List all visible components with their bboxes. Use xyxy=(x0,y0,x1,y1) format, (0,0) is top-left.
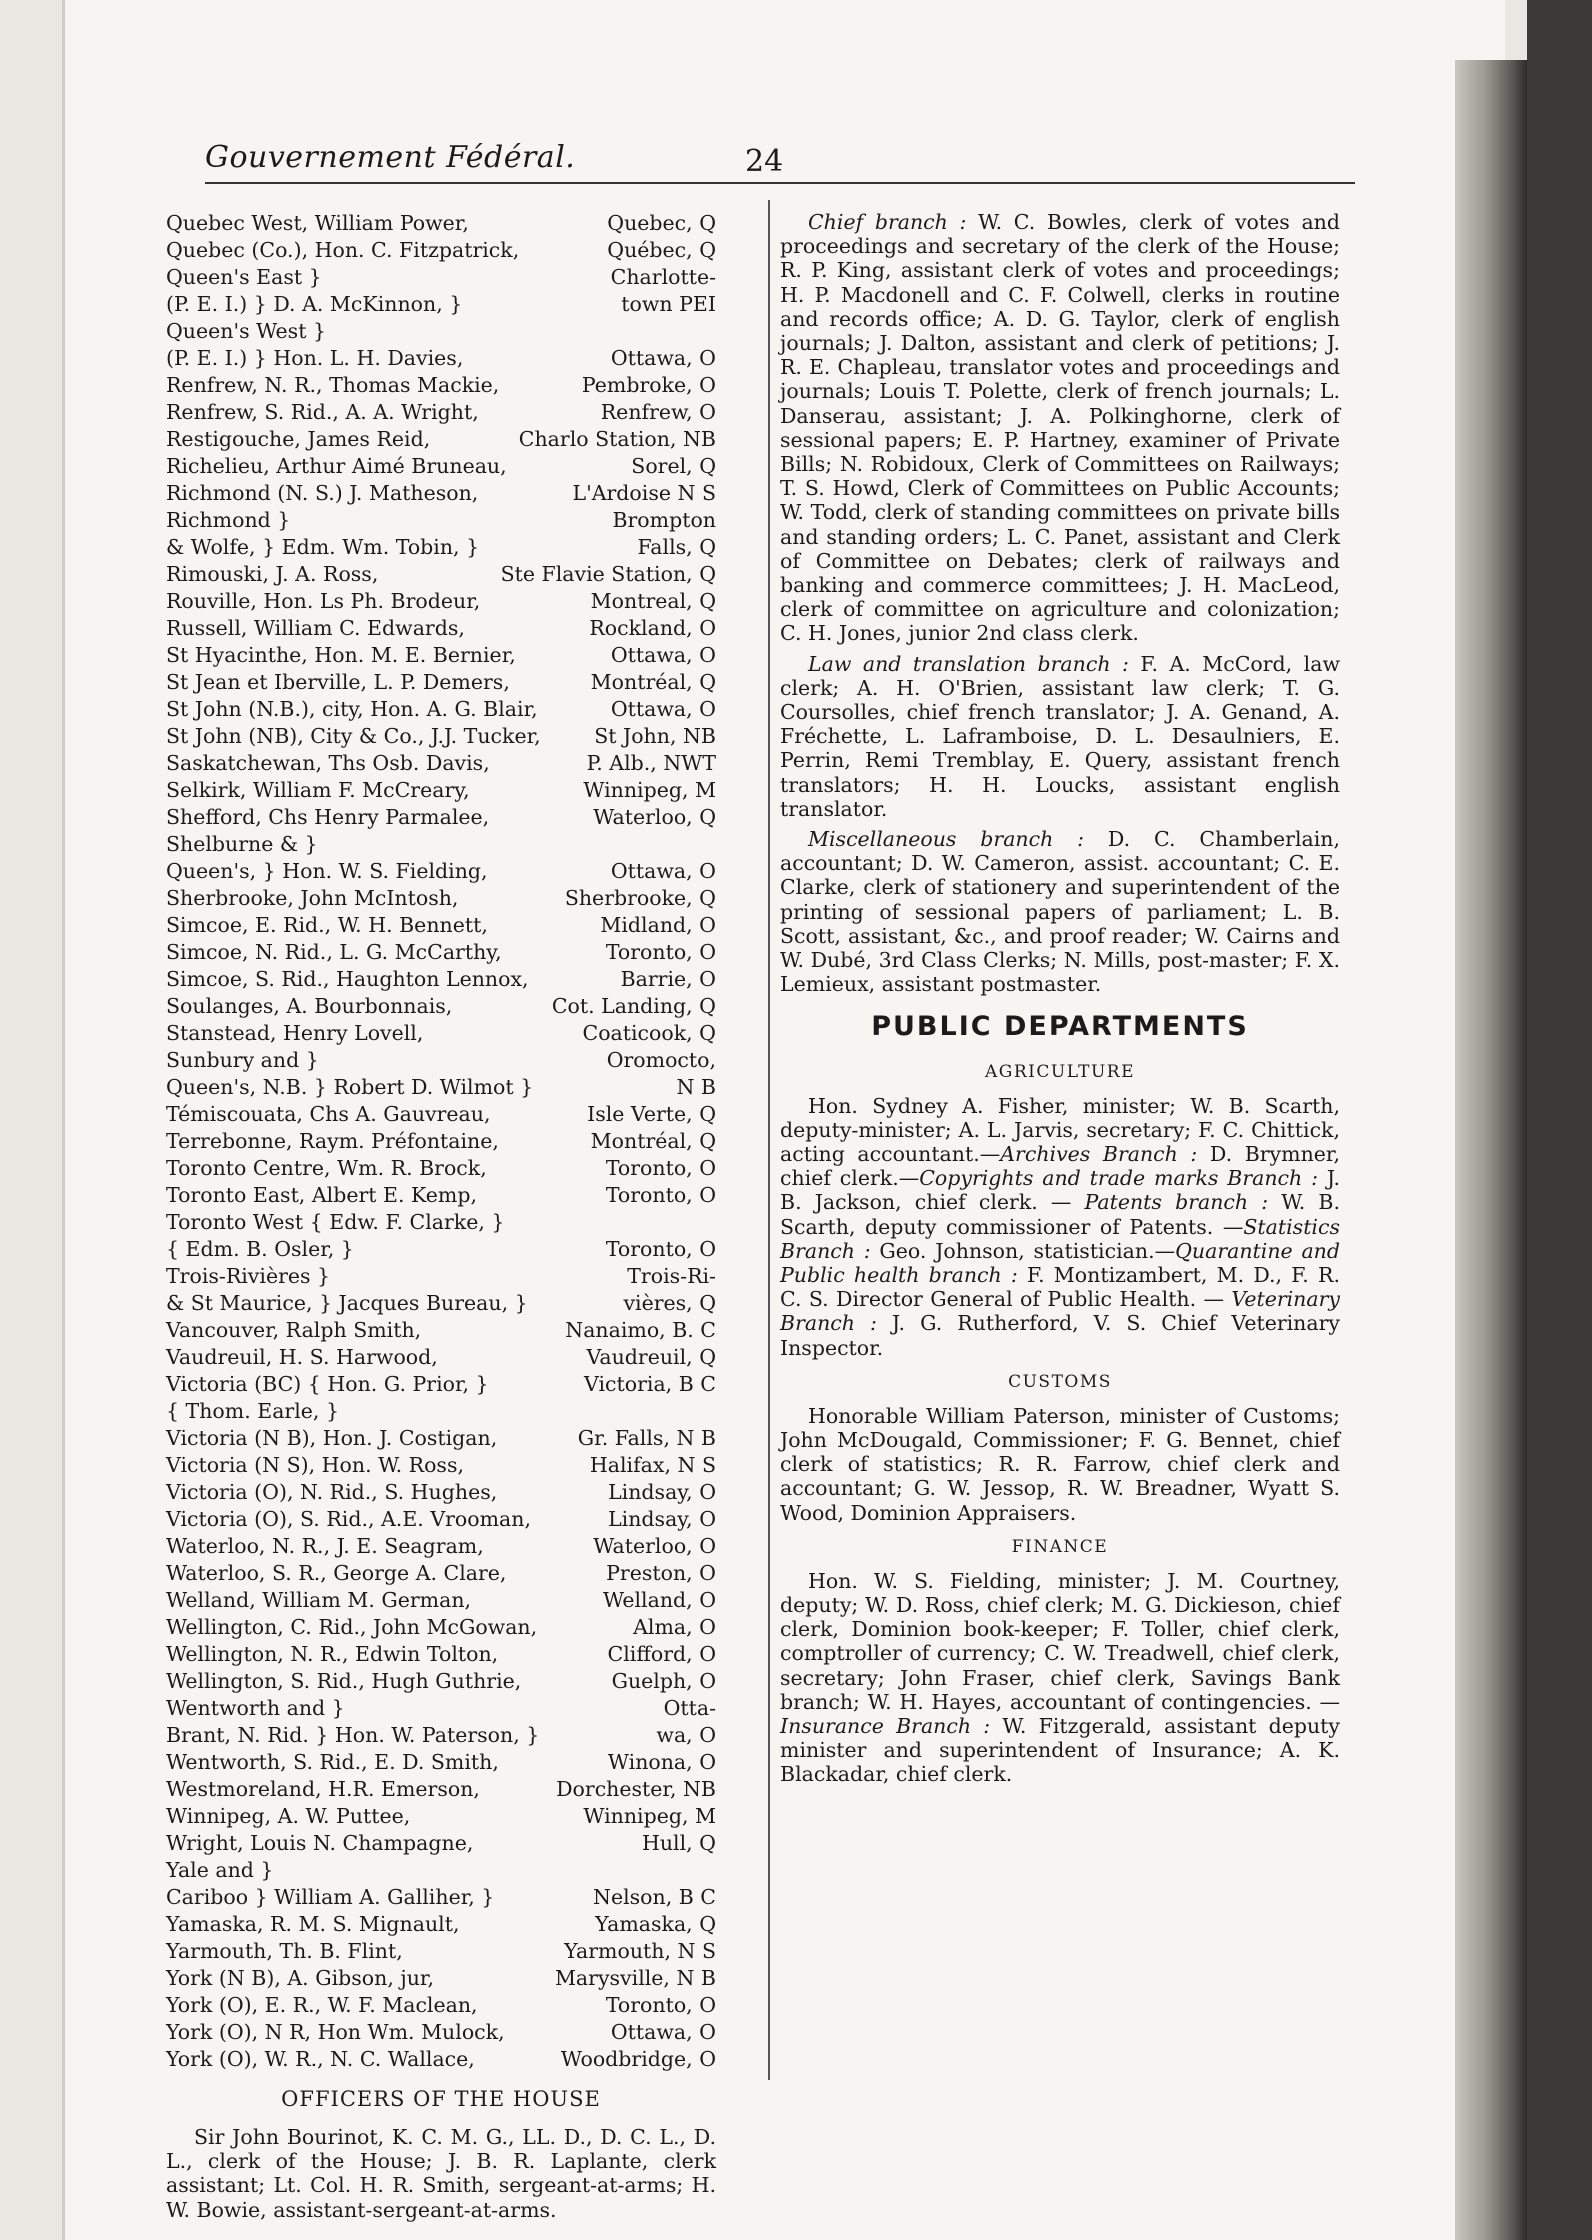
riding-member: Wellington, N. R., Edwin Tolton, xyxy=(166,1642,499,1666)
riding-member: Rimouski, J. A. Ross, xyxy=(166,562,379,586)
riding-address: Welland, O xyxy=(602,1588,716,1612)
running-header xyxy=(140,130,1340,190)
riding-address: Toronto, O xyxy=(605,940,716,964)
riding-row xyxy=(166,1830,716,1857)
riding-address: Midland, O xyxy=(600,913,716,937)
misc-branch-label: Miscellaneous branch : xyxy=(808,827,1085,852)
riding-row xyxy=(166,1776,716,1803)
riding-row xyxy=(166,561,716,588)
riding-row xyxy=(166,669,716,696)
riding-member: Toronto West { Edw. F. Clarke, } xyxy=(166,1210,505,1234)
riding-address: Vaudreuil, Q xyxy=(586,1345,716,1369)
riding-address: Coaticook, Q xyxy=(582,1021,716,1045)
law-branch-label: Law and translation branch : xyxy=(808,651,1129,676)
riding-member: Victoria (O), S. Rid., A.E. Vrooman, xyxy=(166,1507,531,1531)
customs-paragraph: Honorable William Paterson, minister of Customs; John McDougald, Commissioner; F. G. Bennet, chief clerk of statistics; R. R. Farrow, chief clerk and accountant; G. W. Jessop, R. W. Breadner, Wyatt S. Wood, Dominion Appraisers. xyxy=(780,1403,1340,1525)
riding-member: St John (N.B.), city, Hon. A. G. Blair, xyxy=(166,697,538,721)
riding-member: Rouville, Hon. Ls Ph. Brodeur, xyxy=(166,589,481,613)
law-branch-paragraph xyxy=(780,652,1340,821)
riding-member: York (O), N R, Hon Wm. Mulock, xyxy=(166,2020,505,2044)
riding-address: Woodbridge, O xyxy=(560,2047,716,2071)
riding-member: Terrebonne, Raym. Préfontaine, xyxy=(166,1129,499,1153)
riding-address: Yarmouth, N S xyxy=(564,1939,716,1963)
riding-row xyxy=(166,1587,716,1614)
riding-address: town PEI xyxy=(621,292,716,316)
riding-address: Montréal, Q xyxy=(590,1129,716,1153)
finance-text-2: W. Fitzgerald, assistant deputy minister and superintendent of Insurance; A. K. Blackadar, chief clerk. xyxy=(780,1713,1340,1787)
riding-row xyxy=(166,588,716,615)
riding-row xyxy=(166,426,716,453)
quarantine-branch-label: Quarantine and Public health branch : xyxy=(780,1238,1340,1287)
riding-address: Toronto, O xyxy=(605,1183,716,1207)
riding-member: Yale and } xyxy=(166,1858,274,1882)
riding-member: Queen's East } xyxy=(166,265,322,289)
riding-row xyxy=(166,2019,716,2046)
riding-address: Preston, O xyxy=(606,1561,716,1585)
chief-branch-paragraph xyxy=(780,210,1340,646)
riding-member: Waterloo, S. R., George A. Clare, xyxy=(166,1561,507,1585)
riding-member: Yamaska, R. M. S. Mignault, xyxy=(166,1912,460,1936)
riding-member: Vaudreuil, H. S. Harwood, xyxy=(166,1345,438,1369)
riding-address: Toronto, O xyxy=(605,1237,716,1261)
riding-row xyxy=(166,480,716,507)
riding-row xyxy=(166,750,716,777)
riding-address: Québec, Q xyxy=(607,238,716,262)
right-column xyxy=(780,210,1340,1793)
riding-member: York (N B), A. Gibson, jur, xyxy=(166,1966,434,1990)
riding-row xyxy=(166,885,716,912)
riding-member: & Wolfe, } Edm. Wm. Tobin, } xyxy=(166,535,480,559)
finance-text-1: Hon. W. S. Fielding, minister; J. M. Courtney, deputy; W. D. Ross, chief clerk; M. G. Dickieson, chief clerk, Dominion book-keeper; F. Toller, chief clerk, comptroller of currency; C. W. Treadwell, chief clerk, secretary; John Fraser, chief clerk, Savings Bank branch; W. H. Hayes, accountant of contingencies. — xyxy=(780,1568,1340,1714)
riding-row xyxy=(166,642,716,669)
agriculture-text-1: Hon. Sydney A. Fisher, minister; W. B. Scarth, deputy-minister; A. L. Jarvis, secretary; F. C. Chittick, acting accountant.— xyxy=(780,1093,1340,1166)
riding-row xyxy=(166,1398,716,1425)
riding-address: Otta- xyxy=(663,1696,716,1720)
riding-member: Yarmouth, Th. B. Flint, xyxy=(166,1939,403,1963)
riding-address: Brompton xyxy=(612,508,716,532)
riding-member: Richmond } xyxy=(166,508,291,532)
riding-address: Sherbrooke, Q xyxy=(564,886,716,910)
riding-address: Toronto, O xyxy=(605,1993,716,2017)
riding-address: Gr. Falls, N B xyxy=(577,1426,716,1450)
riding-address: P. Alb., NWT xyxy=(586,751,716,775)
riding-address: Rockland, O xyxy=(589,616,716,640)
agriculture-text-2: D. Brymner, chief clerk.— xyxy=(780,1141,1340,1191)
column-divider xyxy=(768,200,770,2080)
misc-branch-paragraph xyxy=(780,827,1340,996)
agriculture-text-4: W. B. Scarth, deputy commissioner of Patents. — xyxy=(780,1190,1340,1239)
riding-member: St Jean et Iberville, L. P. Demers, xyxy=(166,670,510,694)
book-edge-strip xyxy=(1527,0,1592,2240)
riding-row xyxy=(166,372,716,399)
riding-row xyxy=(166,1155,716,1182)
riding-address: N B xyxy=(676,1075,716,1099)
riding-member: Victoria (O), N. Rid., S. Hughes, xyxy=(166,1480,498,1504)
riding-address: L'Ardoise N S xyxy=(572,481,716,505)
riding-row xyxy=(166,1344,716,1371)
riding-row xyxy=(166,1560,716,1587)
riding-address: Winnipeg, M xyxy=(583,1804,716,1828)
riding-row xyxy=(166,1128,716,1155)
agriculture-text-6: F. Montizambert, M. D., F. R. C. S. Director General of Public Health. — xyxy=(780,1262,1340,1312)
riding-member: Brant, N. Rid. } Hon. W. Paterson, } xyxy=(166,1723,540,1747)
header-rule xyxy=(205,182,1355,184)
riding-address: Montréal, Q xyxy=(590,670,716,694)
insurance-branch-label: Insurance Branch : xyxy=(780,1713,991,1738)
riding-row xyxy=(166,1182,716,1209)
riding-row xyxy=(166,696,716,723)
left-column xyxy=(166,210,716,2222)
riding-address: Dorchester, NB xyxy=(556,1777,716,1801)
riding-row xyxy=(166,1020,716,1047)
riding-address: Montreal, Q xyxy=(590,589,716,613)
riding-row xyxy=(166,1641,716,1668)
riding-address: Cot. Landing, Q xyxy=(551,994,716,1018)
riding-member: Shelburne & } xyxy=(166,832,318,856)
copyrights-branch-label: Copyrights and trade marks Branch : xyxy=(919,1166,1318,1191)
riding-member: Wellington, S. Rid., Hugh Guthrie, xyxy=(166,1669,522,1693)
riding-member: Renfrew, N. R., Thomas Mackie, xyxy=(166,373,500,397)
riding-address: Hull, Q xyxy=(641,1831,716,1855)
riding-row xyxy=(166,1479,716,1506)
riding-member: Russell, William C. Edwards, xyxy=(166,616,465,640)
riding-member: Renfrew, S. Rid., A. A. Wright, xyxy=(166,400,479,424)
riding-address: Ottawa, O xyxy=(610,697,716,721)
riding-address: Nanaimo, B. C xyxy=(565,1318,716,1342)
riding-member: Victoria (BC) { Hon. G. Prior, } xyxy=(166,1372,489,1396)
riding-member: Toronto East, Albert E. Kemp, xyxy=(166,1183,477,1207)
riding-row xyxy=(166,1209,716,1236)
riding-member: Sunbury and } xyxy=(166,1048,319,1072)
riding-row xyxy=(166,453,716,480)
riding-member: { Edm. B. Osler, } xyxy=(166,1237,354,1261)
riding-row xyxy=(166,1263,716,1290)
riding-address: Quebec, Q xyxy=(607,211,716,235)
riding-member: Témiscouata, Chs A. Gauvreau, xyxy=(166,1102,491,1126)
riding-row xyxy=(166,1452,716,1479)
riding-address: Charlo Station, NB xyxy=(518,427,716,451)
riding-address: Ottawa, O xyxy=(610,643,716,667)
riding-row xyxy=(166,318,716,345)
riding-row xyxy=(166,237,716,264)
riding-row xyxy=(166,912,716,939)
riding-row xyxy=(166,1074,716,1101)
riding-member: Simcoe, S. Rid., Haughton Lennox, xyxy=(166,967,529,991)
riding-address: Sorel, Q xyxy=(631,454,716,478)
riding-row xyxy=(166,1236,716,1263)
riding-row xyxy=(166,1695,716,1722)
agriculture-text-7: J. G. Rutherford, V. S. Chief Veterinary Inspector. xyxy=(780,1311,1340,1360)
finance-heading: FINANCE xyxy=(1011,1536,1109,1557)
riding-member: Stanstead, Henry Lovell, xyxy=(166,1021,424,1045)
riding-member: Queen's, N.B. } Robert D. Wilmot } xyxy=(166,1075,534,1099)
riding-address: Winona, O xyxy=(607,1750,716,1774)
riding-member: Simcoe, E. Rid., W. H. Bennett, xyxy=(166,913,488,937)
book-edge-shadow xyxy=(1455,60,1527,2240)
riding-address: Winnipeg, M xyxy=(583,778,716,802)
riding-member: { Thom. Earle, } xyxy=(166,1399,339,1423)
riding-row xyxy=(166,1506,716,1533)
riding-row xyxy=(166,2046,716,2073)
finance-paragraph xyxy=(780,1569,1340,1787)
riding-member: Shefford, Chs Henry Parmalee, xyxy=(166,805,490,829)
riding-row xyxy=(166,858,716,885)
riding-row xyxy=(166,831,716,858)
riding-row xyxy=(166,1938,716,1965)
riding-row xyxy=(166,1668,716,1695)
riding-member: Toronto Centre, Wm. R. Brock, xyxy=(166,1156,487,1180)
riding-address: Marysville, N B xyxy=(554,1966,716,1990)
riding-row xyxy=(166,210,716,237)
archives-branch-label: Archives Branch : xyxy=(1000,1141,1198,1166)
riding-row xyxy=(166,1101,716,1128)
riding-member: Wentworth and } xyxy=(166,1696,345,1720)
riding-member: Wentworth, S. Rid., E. D. Smith, xyxy=(166,1750,499,1774)
riding-row xyxy=(166,507,716,534)
riding-member: Quebec (Co.), Hon. C. Fitzpatrick, xyxy=(166,238,520,262)
chief-branch-text: W. C. Bowles, clerk of votes and proceedings and secretary of the clerk of the House; R. P. King, assistant clerk of votes and proceedings; H. P. Macdonell and C. F. Colwell, clerks in routine and records office; A. D. G. Taylor, clerk of english journals; J. Dalton, assistant and clerk of petitions; J. R. E. Chapleau, translator votes and proceedings and journals; Louis T. Polette, clerk of french journals; L. Danserau, assistant; J. A. Polkinghorne, clerk of sessional papers; E. P. Hartney, examiner of Private Bills; N. Robidoux, Clerk of Committees on Railways; T. S. Howd, Clerk of Committees on Public Accounts; W. Todd, clerk of standing committees on private bills and standing orders; L. C. Panet, assistant and Clerk of Committee on Debates; clerk of railways and banking and commerce committees; J. H. MacLeod, clerk of committee on agriculture and colonization; C. H. Jones, junior 2nd class clerk. xyxy=(780,210,1340,646)
riding-address: Ste Flavie Station, Q xyxy=(500,562,716,586)
riding-row xyxy=(166,1425,716,1452)
riding-member: Restigouche, James Reid, xyxy=(166,427,431,451)
riding-address: Trois-Ri- xyxy=(627,1264,716,1288)
riding-row xyxy=(166,264,716,291)
officers-paragraph: Sir John Bourinot, K. C. M. G., LL. D., D. C. L., D. L., clerk of the House; J. B. R. Laplante, clerk assistant; Lt. Col. H. R. Smith, sergeant-at-arms; H. W. Bowie, assistant-sergeant-at-arms. xyxy=(166,2125,716,2222)
riding-address: Lindsay, O xyxy=(608,1480,716,1504)
riding-member: Richelieu, Arthur Aimé Bruneau, xyxy=(166,454,507,478)
riding-address: Oromocto, xyxy=(606,1048,716,1072)
officers-heading: OFFICERS OF THE HOUSE xyxy=(281,2087,601,2111)
riding-row xyxy=(166,1749,716,1776)
riding-member: York (O), W. R., N. C. Wallace, xyxy=(166,2047,475,2071)
riding-row xyxy=(166,966,716,993)
riding-member: St Hyacinthe, Hon. M. E. Bernier, xyxy=(166,643,516,667)
riding-row xyxy=(166,1884,716,1911)
riding-address: Charlotte- xyxy=(610,265,716,289)
riding-address: Pembroke, O xyxy=(581,373,716,397)
riding-row xyxy=(166,534,716,561)
riding-address: Halifax, N S xyxy=(589,1453,716,1477)
riding-member: (P. E. I.) } D. A. McKinnon, } xyxy=(166,292,463,316)
riding-member: Queen's West } xyxy=(166,319,326,343)
riding-row xyxy=(166,345,716,372)
riding-row xyxy=(166,1911,716,1938)
riding-address: Alma, O xyxy=(633,1615,716,1639)
riding-row xyxy=(166,804,716,831)
customs-heading: CUSTOMS xyxy=(1008,1371,1112,1392)
riding-row xyxy=(166,1290,716,1317)
riding-address: Renfrew, O xyxy=(600,400,716,424)
running-title: Gouvernement Fédéral. xyxy=(205,140,576,175)
riding-member: Simcoe, N. Rid., L. G. McCarthy, xyxy=(166,940,502,964)
riding-member: Waterloo, N. R., J. E. Seagram, xyxy=(166,1534,484,1558)
riding-address: Guelph, O xyxy=(611,1669,716,1693)
law-branch-text: F. A. McCord, law clerk; A. H. O'Brien, assistant law clerk; T. G. Coursolles, chief french translator; J. A. Genand, A. Fréchette, L. Laframboise, D. L. Desaulniers, E. Perrin, Remi Tremblay, E. Query, assistant french translators; H. H. Loucks, assistant english translator. xyxy=(780,651,1340,821)
riding-member: Wright, Louis N. Champagne, xyxy=(166,1831,474,1855)
riding-row xyxy=(166,723,716,750)
riding-row xyxy=(166,1371,716,1398)
riding-address: Clifford, O xyxy=(607,1642,716,1666)
riding-member: Quebec West, William Power, xyxy=(166,211,469,235)
chief-branch-label: Chief branch : xyxy=(808,210,967,234)
riding-row xyxy=(166,1722,716,1749)
agriculture-text-3: J. B. Jackson, chief clerk. — xyxy=(780,1166,1340,1215)
riding-address: Victoria, B C xyxy=(584,1372,716,1396)
page-number: 24 xyxy=(745,144,784,179)
riding-address: wa, O xyxy=(656,1723,716,1747)
riding-member: Trois-Rivières } xyxy=(166,1264,331,1288)
veterinary-branch-label: Veterinary Branch : xyxy=(780,1287,1340,1336)
ridings-list xyxy=(166,210,716,2073)
riding-member: Vancouver, Ralph Smith, xyxy=(166,1318,422,1342)
riding-address: Toronto, O xyxy=(605,1156,716,1180)
riding-member: York (O), E. R., W. F. Maclean, xyxy=(166,1993,478,2017)
riding-address: Ottawa, O xyxy=(610,859,716,883)
riding-row xyxy=(166,1533,716,1560)
agriculture-heading: AGRICULTURE xyxy=(985,1061,1135,1082)
riding-member: Wellington, C. Rid., John McGowan, xyxy=(166,1615,538,1639)
riding-row xyxy=(166,1803,716,1830)
public-departments-heading: PUBLIC DEPARTMENTS xyxy=(871,1010,1249,1042)
riding-member: St John (NB), City & Co., J.J. Tucker, xyxy=(166,724,541,748)
riding-address: Falls, Q xyxy=(637,535,716,559)
riding-row xyxy=(166,939,716,966)
riding-address: vières, Q xyxy=(623,1291,716,1315)
riding-row xyxy=(166,1965,716,1992)
riding-row xyxy=(166,615,716,642)
riding-address: Isle Verte, Q xyxy=(587,1102,716,1126)
agriculture-paragraph xyxy=(780,1094,1340,1360)
riding-member: Welland, William M. German, xyxy=(166,1588,472,1612)
riding-row xyxy=(166,1992,716,2019)
patents-branch-label: Patents branch : xyxy=(1084,1190,1269,1215)
statistics-branch-label: Statistics Branch : xyxy=(780,1214,1340,1263)
riding-row xyxy=(166,1857,716,1884)
riding-address: Yamaska, Q xyxy=(595,1912,716,1936)
riding-member: Sherbrooke, John McIntosh, xyxy=(166,886,459,910)
riding-address: Lindsay, O xyxy=(608,1507,716,1531)
riding-row xyxy=(166,993,716,1020)
riding-row xyxy=(166,399,716,426)
riding-row xyxy=(166,1317,716,1344)
riding-member: Saskatchewan, Ths Osb. Davis, xyxy=(166,751,490,775)
riding-member: Selkirk, William F. McCreary, xyxy=(166,778,470,802)
agriculture-text-5: Geo. Johnson, statistician.— xyxy=(870,1238,1176,1263)
riding-member: Queen's, } Hon. W. S. Fielding, xyxy=(166,859,488,883)
riding-member: Victoria (N B), Hon. J. Costigan, xyxy=(166,1426,498,1450)
riding-member: (P. E. I.) } Hon. L. H. Davies, xyxy=(166,346,464,370)
riding-member: Winnipeg, A. W. Puttee, xyxy=(166,1804,411,1828)
riding-member: & St Maurice, } Jacques Bureau, } xyxy=(166,1291,528,1315)
riding-address: Barrie, O xyxy=(620,967,716,991)
riding-member: Richmond (N. S.) J. Matheson, xyxy=(166,481,479,505)
riding-row xyxy=(166,777,716,804)
riding-address: Nelson, B C xyxy=(593,1885,716,1909)
riding-address: Ottawa, O xyxy=(610,2020,716,2044)
riding-address: St John, NB xyxy=(594,724,716,748)
misc-branch-text: D. C. Chamberlain, accountant; D. W. Cameron, assist. accountant; C. E. Clarke, clerk of stationery and superintendent of the printing of sessional papers of parliament; L. B. Scott, assistant, &c., and proof reader; W. Cairns and W. Dubé, 3rd Class Clerks; N. Mills, post-master; F. X. Lemieux, assistant postmaster. xyxy=(780,827,1340,997)
riding-member: Cariboo } William A. Galliher, } xyxy=(166,1885,495,1909)
riding-address: Waterloo, O xyxy=(593,1534,716,1558)
riding-member: Soulanges, A. Bourbonnais, xyxy=(166,994,453,1018)
riding-address: Ottawa, O xyxy=(610,346,716,370)
riding-member: Victoria (N S), Hon. W. Ross, xyxy=(166,1453,464,1477)
riding-address: Waterloo, Q xyxy=(593,805,716,829)
riding-member: Westmoreland, H.R. Emerson, xyxy=(166,1777,480,1801)
riding-row xyxy=(166,1047,716,1074)
riding-row xyxy=(166,291,716,318)
riding-row xyxy=(166,1614,716,1641)
